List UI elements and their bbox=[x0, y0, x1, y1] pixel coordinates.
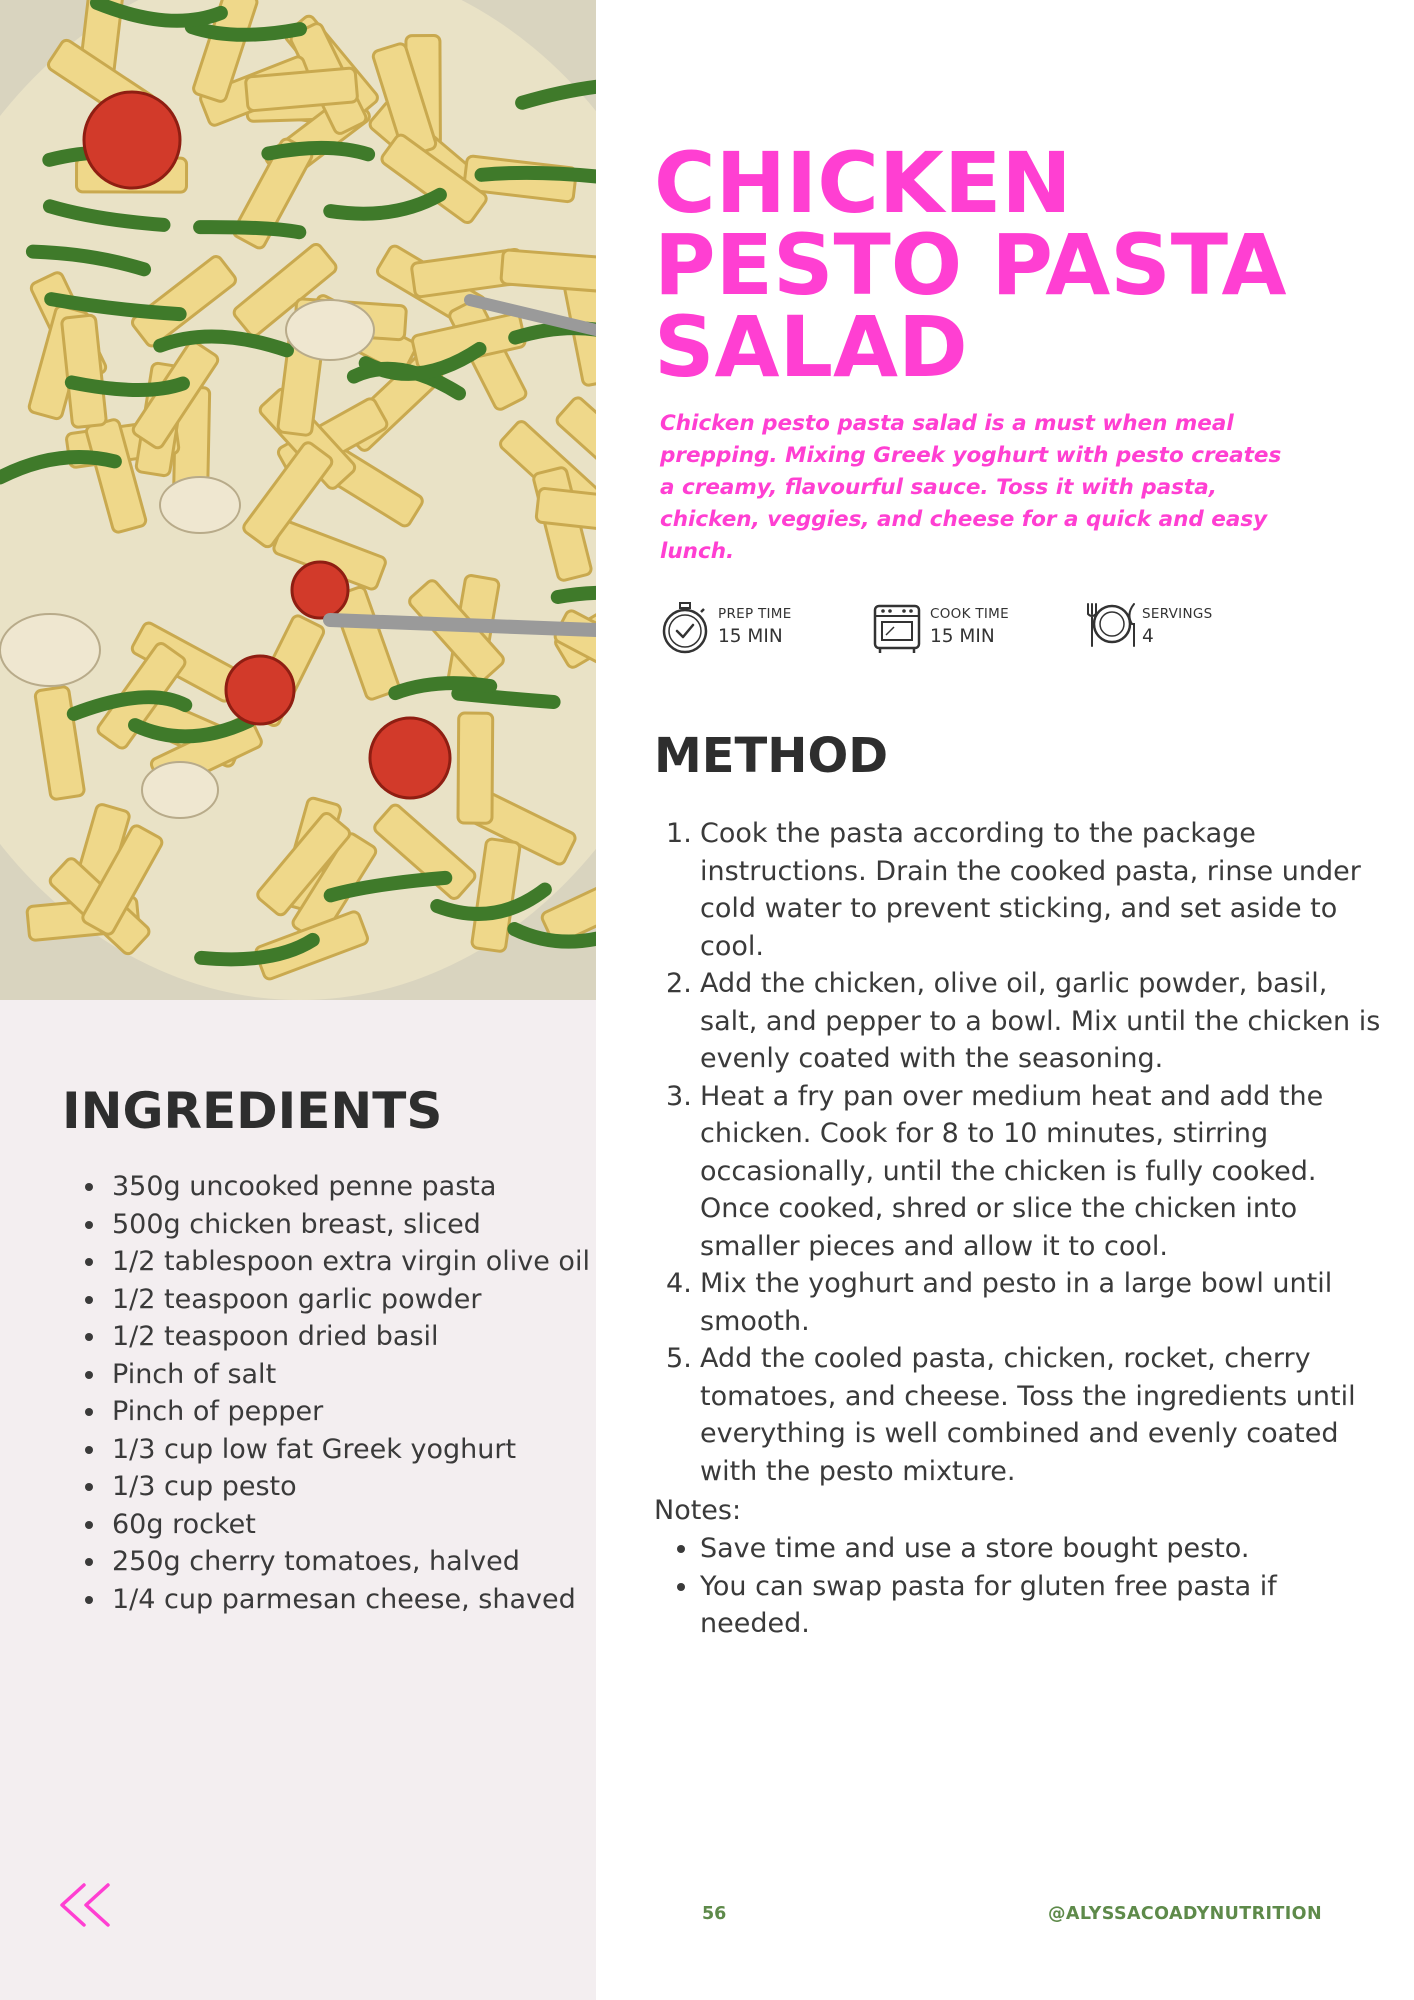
recipe-title: CHICKEN PESTO PASTA SALAD bbox=[654, 134, 1287, 396]
ingredient-item: • 350g uncooked penne pasta bbox=[108, 1168, 608, 1206]
pasta-salad-photo bbox=[0, 0, 596, 1000]
method-step: Cook the pasta according to the package instructions. Drain the cooked pasta, rinse under cold water to prevent sticking, and set aside to cool. bbox=[700, 818, 1361, 962]
ingredient-item: • 500g chicken breast, sliced bbox=[108, 1206, 608, 1244]
method-heading: METHOD bbox=[654, 728, 889, 784]
stat-value: 4 bbox=[1142, 626, 1154, 647]
page-number: 56 bbox=[702, 1904, 727, 1924]
ingredient-item: • 1/3 cup low fat Greek yoghurt bbox=[108, 1431, 608, 1469]
method-step: Add the chicken, olive oil, garlic powder, basil, salt, and pepper to a bowl. Mix until the chicken is evenly coated with the seasoning. bbox=[700, 968, 1381, 1074]
ingredients-list bbox=[70, 1168, 608, 1618]
stopwatch-icon bbox=[660, 598, 710, 658]
recipe-description: Chicken pesto pasta salad is a must when meal prepping. Mixing Greek yoghurt with pesto creates a creamy, flavourful sauce. Toss it with pasta, chicken, veggies, and cheese for a quick and easy lunch. bbox=[660, 411, 1282, 564]
stat-label: COOK TIME bbox=[930, 606, 1009, 622]
notes-list bbox=[654, 1530, 1392, 1643]
method-steps bbox=[654, 815, 1392, 1490]
ingredient-item: • 1/3 cup pesto bbox=[108, 1468, 608, 1506]
stat-servings bbox=[1084, 598, 1274, 658]
double-chevron-left-icon[interactable] bbox=[56, 1880, 116, 1930]
ingredient-item: • Pinch of pepper bbox=[108, 1393, 608, 1431]
stat-label: SERVINGS bbox=[1142, 606, 1213, 622]
social-handle[interactable]: @ALYSSACOADYNUTRITION bbox=[1048, 1904, 1322, 1924]
stat-prep-time bbox=[660, 598, 850, 658]
method-step: Add the cooled pasta, chicken, rocket, cherry tomatoes, and cheese. Toss the ingredients until everything is well combined and evenly coated with the pesto mixture. bbox=[700, 1343, 1356, 1487]
note-item: • You can swap pasta for gluten free pasta if needed. bbox=[700, 1568, 1392, 1643]
ingredient-item: • 1/2 teaspoon dried basil bbox=[108, 1318, 608, 1356]
oven-icon bbox=[872, 598, 922, 658]
method-step: Mix the yoghurt and pesto in a large bowl until smooth. bbox=[700, 1268, 1333, 1337]
ingredient-item: • 1/4 cup parmesan cheese, shaved bbox=[108, 1581, 608, 1619]
stat-cook-time bbox=[872, 598, 1062, 658]
plate-cutlery-icon bbox=[1084, 598, 1140, 658]
ingredients-heading: INGREDIENTS bbox=[62, 1082, 443, 1140]
ingredient-item: • 1/2 tablespoon extra virgin olive oil bbox=[108, 1243, 608, 1281]
ingredient-item: • 1/2 teaspoon garlic powder bbox=[108, 1281, 608, 1319]
stat-value: 15 MIN bbox=[718, 626, 783, 647]
method-step: Heat a fry pan over medium heat and add the chicken. Cook for 8 to 10 minutes, stirring occasionally, until the chicken is fully cooked. Once cooked, shred or slice the chicken into smaller pieces and allow it to cool. bbox=[700, 1080, 1324, 1262]
ingredient-item: • 60g rocket bbox=[108, 1506, 608, 1544]
stat-value: 15 MIN bbox=[930, 626, 995, 647]
ingredient-item: • Pinch of salt bbox=[108, 1356, 608, 1394]
note-item: • Save time and use a store bought pesto. bbox=[700, 1530, 1392, 1568]
stat-label: PREP TIME bbox=[718, 606, 792, 622]
ingredient-item: • 250g cherry tomatoes, halved bbox=[108, 1543, 608, 1581]
notes-label: Notes: bbox=[654, 1495, 742, 1526]
left-panel bbox=[0, 0, 596, 2000]
